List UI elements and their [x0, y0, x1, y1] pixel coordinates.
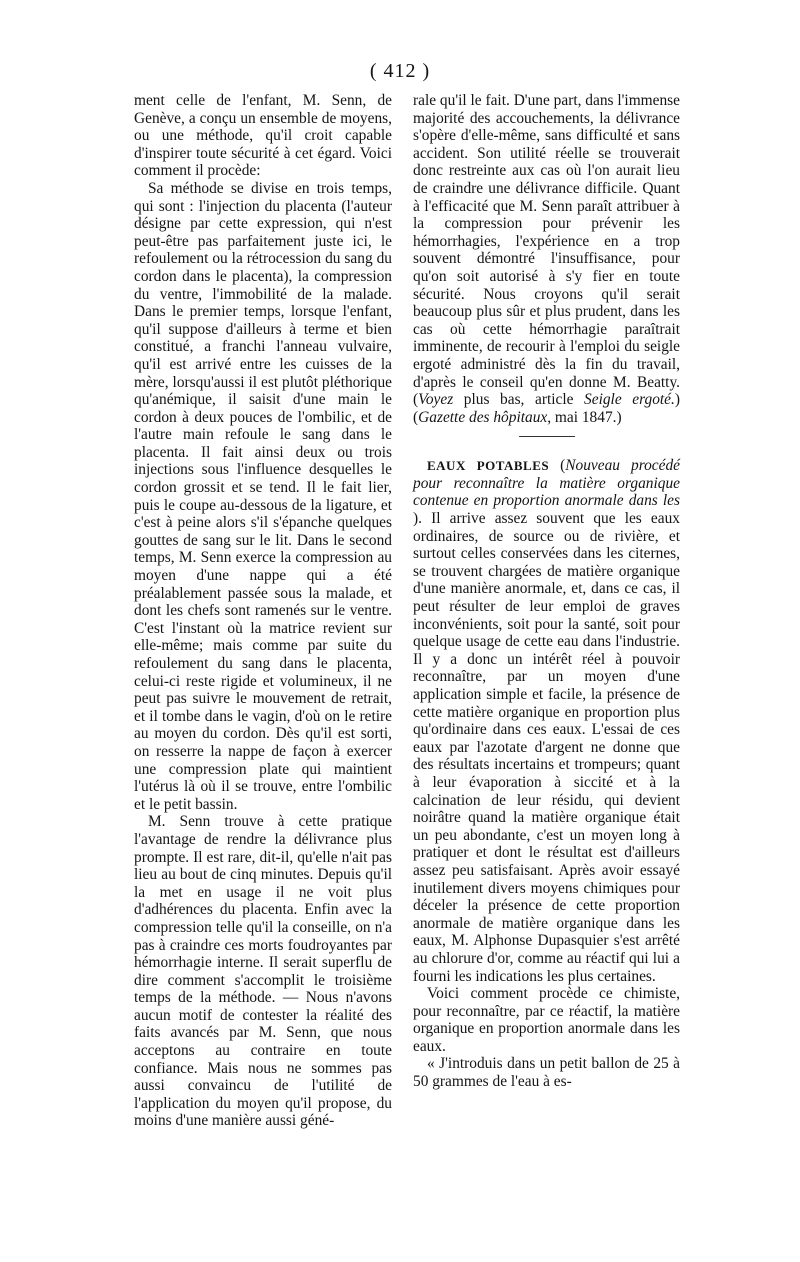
- subtitle-open: (: [549, 457, 566, 475]
- article-eaux-potables: [413, 457, 680, 985]
- citation-date: , mai 1847.): [547, 408, 622, 426]
- right-column: [413, 92, 680, 1091]
- right-paragraph-1-mid: plus bas, article: [453, 391, 585, 409]
- right-paragraph-3: Voici comment procède ce chimiste, pour reconnaître, par ce réactif, la matière organique en proportion anormale dans les eaux.: [413, 985, 680, 1055]
- article-body: Il arrive assez souvent que les eaux ordinaires, de source ou de rivière, et surtout celles conservées dans les citernes, se trouvent chargées de matière organique d'une manière anormale, et, dans ce cas, il peut résulter de leur emploi de graves inconvénients, soit pour la santé, soit pour quelque usage de cette eau dans l'industrie. Il y a donc un intérêt réel à pouvoir reconnaître, par un moyen d'une application simple et facile, la présence de cette matière organique en proportion plus qu'ordinaire dans ces eaux. L'essai de ces eaux par l'azotate d'argent ne donne que des résultats incertains et trompeurs; quant à leur évaporation à siccité et à la calcination de leur résidu, qui devient noirâtre quand la matière organique était un peu abondante, c'est un moyen long à pratiquer et dont le résultat est d'ailleurs assez peu satisfaisant. Après avoir essayé inutilement divers moyens chimiques pour déceler la présence de cette proportion anormale de matière organique dans les eaux, M. Alphonse Dupasquier s'est arrêté au chlorure d'or, comme au réactif qui lui a fourni les indications les plus certaines.: [413, 510, 680, 985]
- left-paragraph-1: ment celle de l'enfant, M. Senn, de Genève, a conçu un ensemble de moyens, ou une méthode, qu'il croit capable d'inspirer toute sécurité à cet égard. Voici comment il procède:: [134, 92, 392, 180]
- right-paragraph-4: « J'introduis dans un petit ballon de 25 à 50 grammes de l'eau à es-: [413, 1055, 680, 1091]
- left-paragraph-3: M. Senn trouve à cette pratique l'avantage de rendre la délivrance plus prompte. Il est rare, dit-il, qu'elle n'ait pas lieu au bout de cinq minutes. Depuis qu'il la met en usage il ne voit plus d'adhérences du placenta. Enfin avec la compression telle qu'il la conseille, on n'a pas à craindre ces morts foudroyantes par hémorrhagie interne. Il serait superflu de dire comment s'accomplit le troisième temps de la méthode. — Nous n'avons aucun motif de contester la réalité des faits avancés par M. Senn, que nous acceptons au contraire en toute confiance. Mais nous ne sommes pas aussi convaincu de l'utilité de l'application du moyen qu'il propose, du moins d'une manière aussi géné-: [134, 813, 392, 1130]
- seigle-ref: Seigle ergoté.: [584, 391, 675, 409]
- article-subtitle: Nouveau procédé pour reconnaître la matière organique contenue en proportion anormale dans les: [413, 457, 680, 510]
- section-divider: [519, 436, 575, 437]
- article-title: EAUX POTABLES: [427, 458, 550, 474]
- subtitle-close: ).: [413, 510, 422, 528]
- right-paragraph-1: [413, 92, 680, 426]
- page-number: ( 412 ): [369, 60, 431, 82]
- voyez-ref: Voyez: [418, 391, 454, 409]
- right-paragraph-1-text: rale qu'il le fait. D'une part, dans l'immense majorité des accouchements, la délivrance s'opère d'elle-même, sans difficulté et sans accident. Son utilité réelle se trouverait donc restreinte aux cas où l'on aurait lieu de craindre une délivrance difficile. Quant à l'efficacité que M. Senn paraît attribuer à la compression pour prévenir les hémorrhagies, l'expérience en a trop souvent démontré l'insuffisance, pour qu'on soit autorisé à s'y fier en toute sécurité. Nous croyons qu'il serait beaucoup plus sûr et plus prudent, dans les cas où cette hémorrhagie paraîtrait imminente, de recourir à l'emploi du seigle ergoté administré dès la fin du travail, d'après le conseil qu'en donne M. Beatty. (: [413, 92, 680, 409]
- left-paragraph-2: Sa méthode se divise en trois temps, qui sont : l'injection du placenta (l'auteur désigne par cette expression, qui n'est peut-être pas parfaitement juste ici, le refoulement ou la rétrocession du sang du cordon dans le placenta), la compression du ventre, l'immobilité de la malade. Dans le premier temps, lorsque l'enfant, qu'il suppose d'ailleurs à terme et bien constitué, a franchi l'anneau vulvaire, qu'il est arrivé entre les cuisses de la mère, lorsqu'aussi il est plutôt pléthorique qu'anémique, il saisit d'une main le cordon à deux pouces de l'ombilic, et de l'autre main refoule le sang dans le placenta. Il fait ainsi deux ou trois injections sous l'influence desquelles le cordon grossit et se tend. Il le fait lier, puis le coupe au-dessous de la ligature, et c'est à peine alors s'il s'épanche quelques gouttes de sang sur le lit. Dans le second temps, M. Senn exerce la compression au moyen d'une nappe qui a été préalablement passée sous la malade, et dont les chefs sont ramenés sur le ventre. C'est l'instant où la matrice revient sur elle-même; mais comme par suite du refoulement du sang dans le placenta, celui-ci reste rigide et volumineux, il ne peut pas suivre le mouvement de retrait, et il tombe dans le vagin, d'où on le retire au moyen du cordon. Dès qu'il est sorti, on resserre la nappe de façon à exercer une compression plate qui maintient l'utérus là où il se trouve, entre l'ombilic et le petit bassin.: [134, 179, 392, 813]
- gazette-citation: Gazette des hôpitaux: [418, 408, 548, 426]
- right-paragraph-1-mid2: ) (: [413, 391, 680, 426]
- left-column: [134, 92, 392, 1130]
